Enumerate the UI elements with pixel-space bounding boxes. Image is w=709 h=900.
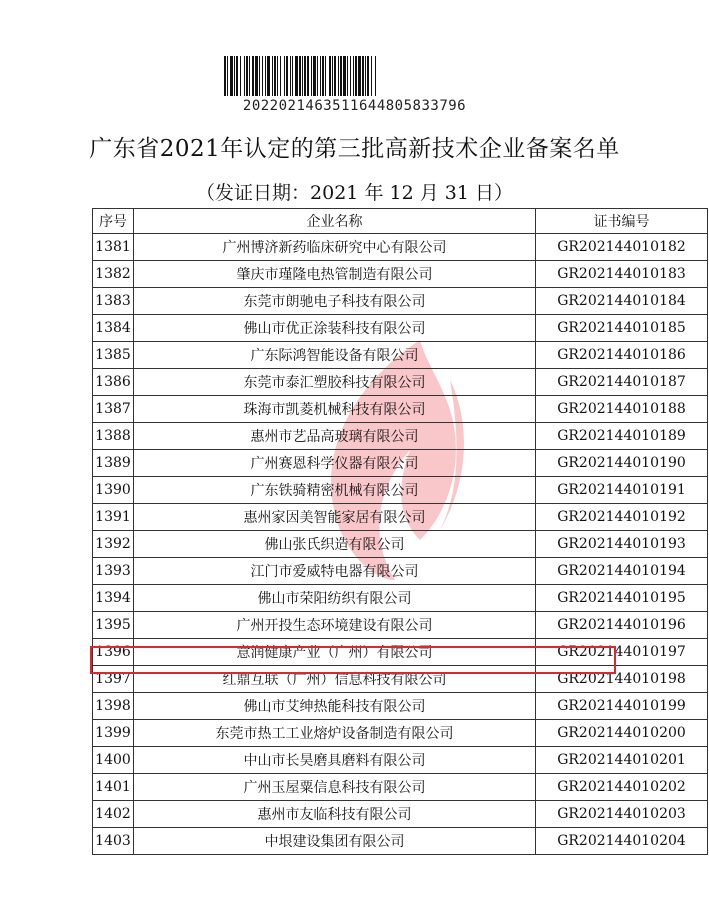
serial-cell: 1392 [93, 531, 134, 558]
barcode-bar [362, 56, 364, 96]
company-name-cell: 江门市爱威特电器有限公司 [134, 558, 536, 585]
barcode-bar [292, 56, 293, 96]
certificate-number-cell: GR202144010182 [536, 234, 708, 261]
barcode-bar [311, 56, 312, 96]
certificate-number-cell: GR202144010204 [536, 828, 708, 855]
barcode-bar [322, 56, 324, 96]
barcode-bar [295, 56, 298, 96]
company-name-cell: 惠州市友临科技有限公司 [134, 801, 536, 828]
barcode-bar [347, 56, 348, 96]
barcode-bar [280, 56, 281, 96]
certificate-number-cell: GR202144010194 [536, 558, 708, 585]
table-row [93, 369, 708, 396]
barcode-bar [284, 56, 285, 96]
table-row [93, 423, 708, 450]
company-name-cell: 广东铁骑精密机械有限公司 [134, 477, 536, 504]
barcode-bar [355, 56, 357, 96]
table-row [93, 288, 708, 315]
barcode-bar [249, 56, 250, 96]
certificate-number-cell: GR202144010198 [536, 666, 708, 693]
barcode-bar [272, 56, 273, 96]
barcode-bar [332, 56, 333, 96]
company-name-cell: 惠州市艺品高玻璃有限公司 [134, 423, 536, 450]
company-name-cell: 东莞市泰汇塑胶科技有限公司 [134, 369, 536, 396]
certificate-number-cell: GR202144010195 [536, 585, 708, 612]
barcode-bar [240, 56, 241, 96]
page-title: 广东省2021年认定的第三批高新技术企业备案名单 [89, 136, 620, 162]
serial-cell: 1382 [93, 261, 134, 288]
table-row [93, 342, 708, 369]
table-row [93, 720, 708, 747]
certificate-number-cell: GR202144010191 [536, 477, 708, 504]
company-name-cell: 广东际鸿智能设备有限公司 [134, 342, 536, 369]
certificate-number-cell: GR202144010188 [536, 396, 708, 423]
barcode-bar [320, 56, 321, 96]
table-row [93, 261, 708, 288]
barcode-number: 20220214635116448058337​96 [242, 98, 467, 114]
company-name-cell: 佛山市荣阳纺织有限公司 [134, 585, 536, 612]
barcode-bar [343, 56, 346, 96]
certificate-number-cell: GR202144010192 [536, 504, 708, 531]
barcode-bar [262, 56, 263, 96]
table-row [93, 450, 708, 477]
serial-cell: 1397 [93, 666, 134, 693]
company-name-cell: 佛山市艾绅热能科技有限公司 [134, 693, 536, 720]
barcode-bar [325, 56, 326, 96]
serial-cell: 1384 [93, 315, 134, 342]
serial-cell: 1401 [93, 774, 134, 801]
barcode-bar [286, 56, 288, 96]
serial-cell: 1391 [93, 504, 134, 531]
serial-cell: 1389 [93, 450, 134, 477]
certificate-number-cell: GR202144010202 [536, 774, 708, 801]
company-name-cell: 广州开投生态环境建设有限公司 [134, 612, 536, 639]
barcode-bar [371, 56, 372, 96]
certificate-number-cell: GR202144010199 [536, 693, 708, 720]
barcode-bar [259, 56, 260, 96]
barcode-bar [358, 56, 361, 96]
company-name-cell: 广州玉屋粟信息科技有限公司 [134, 774, 536, 801]
barcode-bar [255, 56, 258, 96]
barcode-bar [244, 56, 245, 96]
table-row [93, 234, 708, 261]
barcode-bar [290, 56, 291, 96]
barcode-bar [277, 56, 278, 96]
table-row [93, 315, 708, 342]
serial-cell: 1394 [93, 585, 134, 612]
company-name-cell: 珠海市凯菱机械科技有限公司 [134, 396, 536, 423]
table-row [93, 531, 708, 558]
table-row [93, 639, 708, 666]
barcode [0, 56, 709, 114]
certificate-number-cell: GR202144010185 [536, 315, 708, 342]
barcode-bar [274, 56, 276, 96]
barcode-bar [227, 56, 228, 96]
barcode-bar [353, 56, 354, 96]
table-row [93, 585, 708, 612]
table-row [93, 774, 708, 801]
table-row [93, 612, 708, 639]
barcode-bar [365, 56, 366, 96]
company-name-cell: 广州赛恩科学仪器有限公司 [134, 450, 536, 477]
table-row [93, 828, 708, 855]
serial-cell: 1395 [93, 612, 134, 639]
certificate-number-cell: GR202144010196 [536, 612, 708, 639]
barcode-bar [252, 56, 254, 96]
certificate-number-cell: GR202144010200 [536, 720, 708, 747]
barcode-bar [307, 56, 309, 96]
serial-cell: 1400 [93, 747, 134, 774]
serial-cell: 1402 [93, 801, 134, 828]
barcode-bar [329, 56, 331, 96]
company-name-cell: 东莞市朗驰电子科技有限公司 [134, 288, 536, 315]
company-name-cell: 广州博济新药临床研究中心有限公司 [134, 234, 536, 261]
company-name-cell: 中垠建设集团有限公司 [134, 828, 536, 855]
certificate-number-cell: GR202144010190 [536, 450, 708, 477]
barcode-bar [265, 56, 266, 96]
table-row [93, 693, 708, 720]
barcode-bar [334, 56, 336, 96]
header-certificate-number: 证书编号 [536, 209, 708, 234]
serial-cell: 1396 [93, 639, 134, 666]
company-name-cell: 佛山张氏织造有限公司 [134, 531, 536, 558]
barcode-bar [302, 56, 303, 96]
barcode-bar [299, 56, 301, 96]
table-header-row [93, 209, 708, 234]
certificate-number-cell: GR202144010183 [536, 261, 708, 288]
company-name-cell: 佛山市优正涂装科技有限公司 [134, 315, 536, 342]
header-serial: 序号 [93, 209, 134, 234]
barcode-bar [267, 56, 270, 96]
serial-cell: 1387 [93, 396, 134, 423]
certificate-number-cell: GR202144010201 [536, 747, 708, 774]
table-row [93, 504, 708, 531]
serial-cell: 1385 [93, 342, 134, 369]
barcode-bar [234, 56, 235, 96]
certificate-number-cell: GR202144010189 [536, 423, 708, 450]
barcode-bar [224, 56, 226, 96]
enterprise-table [92, 208, 708, 855]
certificate-number-cell: GR202144010187 [536, 369, 708, 396]
barcode-bar [367, 56, 369, 96]
certificate-number-cell: GR202144010203 [536, 801, 708, 828]
company-name-cell: 惠州家因美智能家居有限公司 [134, 504, 536, 531]
serial-cell: 1403 [93, 828, 134, 855]
serial-cell: 1399 [93, 720, 134, 747]
table-row [93, 747, 708, 774]
barcode-bar [246, 56, 248, 96]
serial-cell: 1381 [93, 234, 134, 261]
company-name-cell: 红鼎互联（广州）信息科技有限公司 [134, 666, 536, 693]
table-row [93, 396, 708, 423]
company-name-cell: 东莞市热工工业熔炉设备制造有限公司 [134, 720, 536, 747]
company-name-cell: 肇庆市瑾隆电热管制造有限公司 [134, 261, 536, 288]
certificate-number-cell: GR202144010197 [536, 639, 708, 666]
company-name-cell: 意润健康产业（广州）有限公司 [134, 639, 536, 666]
serial-cell: 1388 [93, 423, 134, 450]
header-company-name: 企业名称 [134, 209, 536, 234]
certificate-number-cell: GR202144010186 [536, 342, 708, 369]
barcode-bar [313, 56, 316, 96]
table-row [93, 558, 708, 585]
barcode-bar [304, 56, 306, 96]
table-row [93, 477, 708, 504]
table-row [93, 801, 708, 828]
serial-cell: 1390 [93, 477, 134, 504]
certificate-number-cell: GR202144010184 [536, 288, 708, 315]
barcode-bar [230, 56, 233, 96]
barcode-bars [224, 56, 486, 96]
serial-cell: 1383 [93, 288, 134, 315]
company-name-cell: 中山市长昊磨具磨料有限公司 [134, 747, 536, 774]
issue-date-subtitle: （发证日期：2021 年 12 月 31 日） [196, 182, 513, 204]
barcode-bar [375, 56, 376, 96]
barcode-bar [340, 56, 342, 96]
serial-cell: 1386 [93, 369, 134, 396]
barcode-bar [350, 56, 351, 96]
barcode-bar [338, 56, 339, 96]
barcode-bar [317, 56, 318, 96]
serial-cell: 1393 [93, 558, 134, 585]
serial-cell: 1398 [93, 693, 134, 720]
certificate-number-cell: GR202144010193 [536, 531, 708, 558]
table-row [93, 666, 708, 693]
barcode-bar [236, 56, 238, 96]
